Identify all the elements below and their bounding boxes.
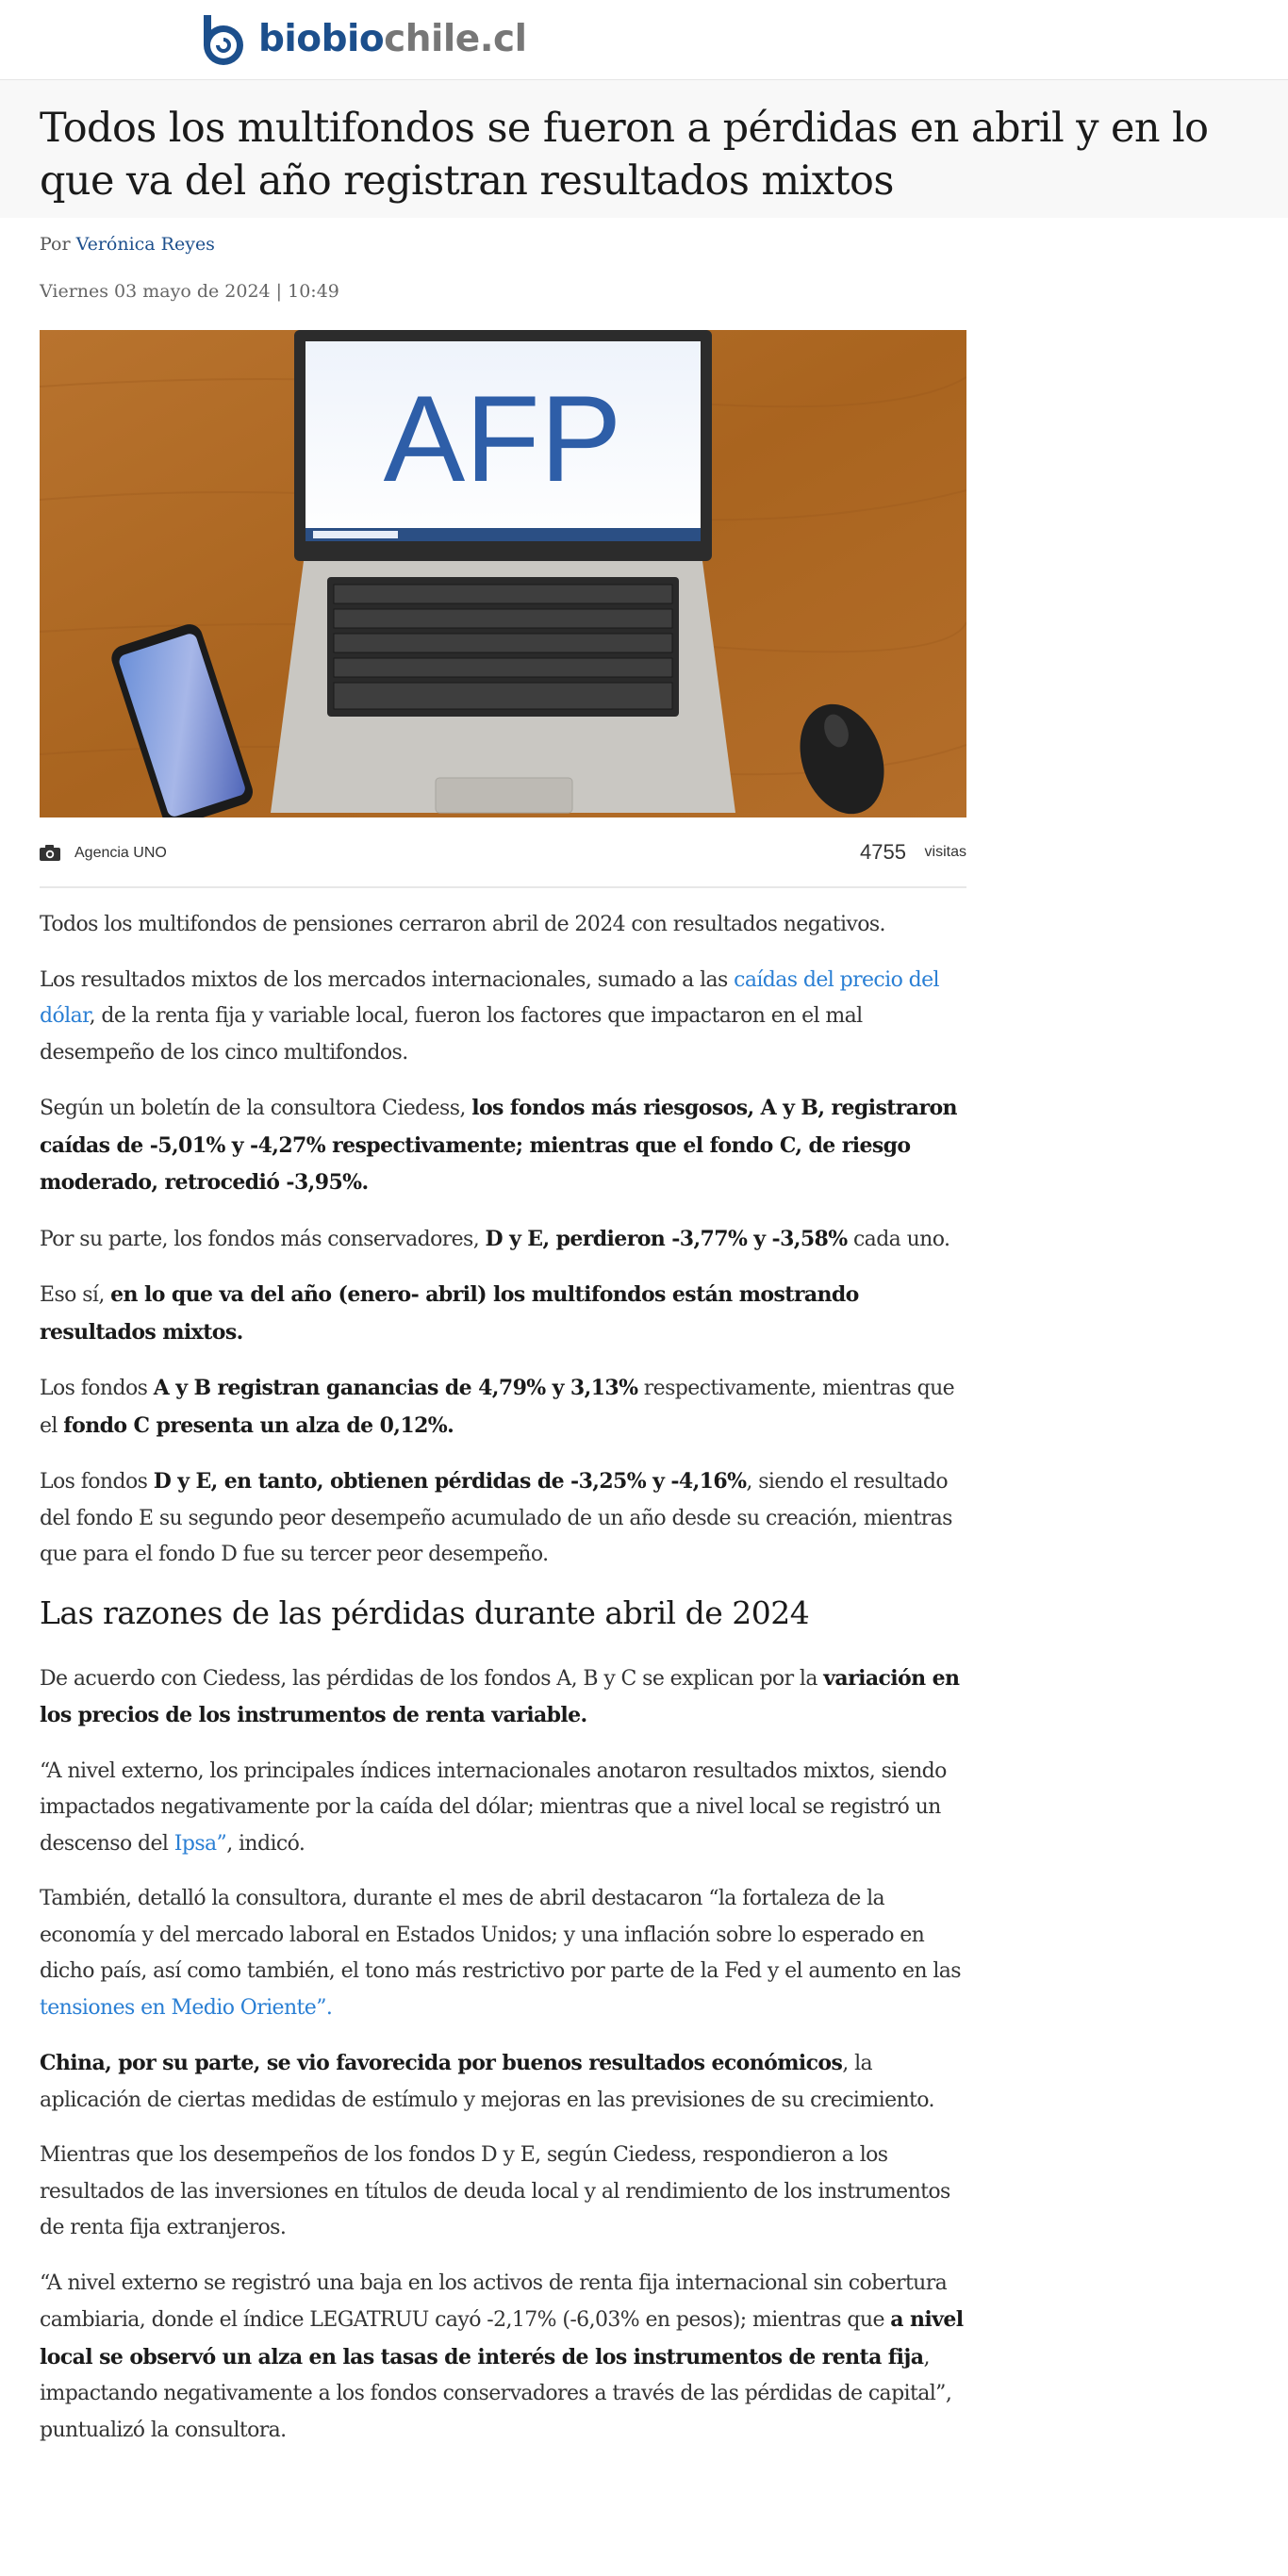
paragraph-9 (40, 1754, 968, 1863)
paragraph-7 (40, 1463, 968, 1574)
camera-icon (40, 845, 60, 861)
bold-run: a nivel local se observó un alza en las tasas de interés de los instrumentos de renta fija (40, 2307, 964, 2370)
screen-afp-text: AFP (383, 370, 622, 507)
paragraph-10 (40, 1881, 968, 2026)
photo-credit: Agencia UNO (74, 845, 167, 861)
text-run: respectivamente, mientras que el (40, 1377, 955, 1438)
bold-run: los fondos más riesgosos, A y B, registraron caídas de -5,01% y -4,27% respectivamente; mientras que el fondo C, de riesgo moderado, retrocedió -3,95%. (40, 1096, 957, 1195)
text-run: De acuerdo con Ciedess, las pérdidas de los fondos A, B y C se explican por la (40, 1666, 824, 1691)
text-run: “A nivel externo se registró una baja en los activos de renta fija internacional sin cobertura cambiaria, donde el índice LEGATRUU cayó -2,17% (-6,03% en pesos); mientras que (40, 2271, 948, 2332)
text-run: , siendo el resultado del fondo E su segundo peor desempeño acumulado de un año desde su creación, mientras que para el fondo D fue su tercer peor desempeño. (40, 1470, 952, 1566)
bold-run: en lo que va del año (enero- abril) los multifondos están mostrando resultados mixtos. (40, 1282, 859, 1345)
bold-run: D y E, perdieron -3,77% y -3,58% (485, 1226, 848, 1251)
text-run: Los fondos (40, 1470, 154, 1494)
text-run: , de la renta fija y variable local, fueron los factores que impactaron en el mal desempeño de los cinco multifondos. (40, 1004, 863, 1065)
site-logo-text (258, 17, 527, 60)
bold-run: China, por su parte, se vio favorecida por buenos resultados económicos (40, 2051, 843, 2075)
text-run: Los resultados mixtos de los mercados internacionales, sumado a las (40, 967, 735, 992)
bold-run: D y E, en tanto, obtienen pérdidas de -3,25% y -4,16% (153, 1469, 747, 1494)
paragraph-12: Mientras que los desempeños de los fondos D y E, según Ciedess, respondieron a los resultados de las inversiones en títulos de deuda local y al rendimiento de los instrumentos de renta fija extranjeros. (40, 2143, 950, 2239)
text-run: , la aplicación de ciertas medidas de estímulo y mejoras en las previsiones de su crecimiento. (40, 2052, 934, 2112)
dollar-drop-link[interactable]: caídas del precio del dólar (40, 967, 939, 1028)
logo-part-domain: chile.cl (384, 17, 527, 60)
paragraph-3 (40, 1090, 968, 1202)
visit-count-label: visitas (924, 844, 966, 860)
middle-east-tensions-link[interactable]: tensiones en Medio Oriente”. (40, 1995, 333, 2020)
paragraph-13 (40, 2266, 968, 2450)
paragraph-6 (40, 1370, 968, 1445)
text-run: , impactando negativamente a los fondos conservadores a través de las pérdidas de capital”, puntualizó la consultora. (40, 2345, 952, 2442)
text-run: Por su parte, los fondos más conservadores, (40, 1227, 486, 1251)
paragraph-5 (40, 1277, 968, 1351)
bold-run: fondo C presenta un alza de 0,12%. (63, 1412, 454, 1438)
text-run: “A nivel externo, los principales índices internacionales anotaron resultados mixtos, siendo impactados negativamente por la caída del dólar; mientras que a nivel local se registró un descenso del (40, 1759, 947, 1856)
article-body (40, 907, 968, 2468)
paragraph-11 (40, 2045, 968, 2119)
text-run: Los fondos (40, 1377, 154, 1400)
photo-meta (40, 834, 966, 888)
text-run: También, detalló la consultora, durante el mes de abril destacaron “la fortaleza de la economía y del mercado laboral en Estados Unidos; y una inflación sobre lo esperado en dicho país, así como también, el tono más restrictivo por parte de la Fed y el aumento en las (40, 1887, 961, 1983)
bold-run: A y B registran ganancias de 4,79% y 3,13% (153, 1376, 638, 1400)
lead-photo-illustration (40, 330, 966, 817)
visit-count: 4755 (860, 840, 906, 864)
biobio-logo-icon (196, 9, 251, 68)
site-header (0, 0, 1288, 80)
byline-prefix: Por (40, 234, 71, 255)
text-run: Según un boletín de la consultora Ciedess, (40, 1097, 472, 1120)
article-title: Todos los multifondos se fueron a pérdidas en abril y en lo que va del año registran resultados mixtos (40, 105, 1209, 205)
paragraph-4 (40, 1221, 968, 1259)
publish-date: Viernes 03 mayo de 2024 | 10:49 (40, 281, 339, 302)
paragraph-1: Todos los multifondos de pensiones cerraron abril de 2024 con resultados negativos. (40, 913, 885, 936)
paragraph-2 (40, 963, 968, 1072)
text-run: cada uno. (847, 1227, 950, 1251)
bold-run: variación en los precios de los instrumentos de renta variable. (40, 1665, 960, 1727)
author-link[interactable]: Verónica Reyes (75, 234, 215, 255)
byline (40, 234, 215, 255)
section-heading: Las razones de las pérdidas durante abril de 2024 (40, 1593, 810, 1631)
paragraph-8 (40, 1660, 968, 1735)
lead-photo (40, 330, 966, 817)
text-run: Eso sí, (40, 1283, 111, 1307)
ipsa-link[interactable]: Ipsa” (173, 1831, 227, 1856)
site-logo-link[interactable] (196, 8, 527, 70)
text-run: , indicó. (226, 1831, 305, 1856)
logo-part-brand: biobio (258, 17, 385, 60)
